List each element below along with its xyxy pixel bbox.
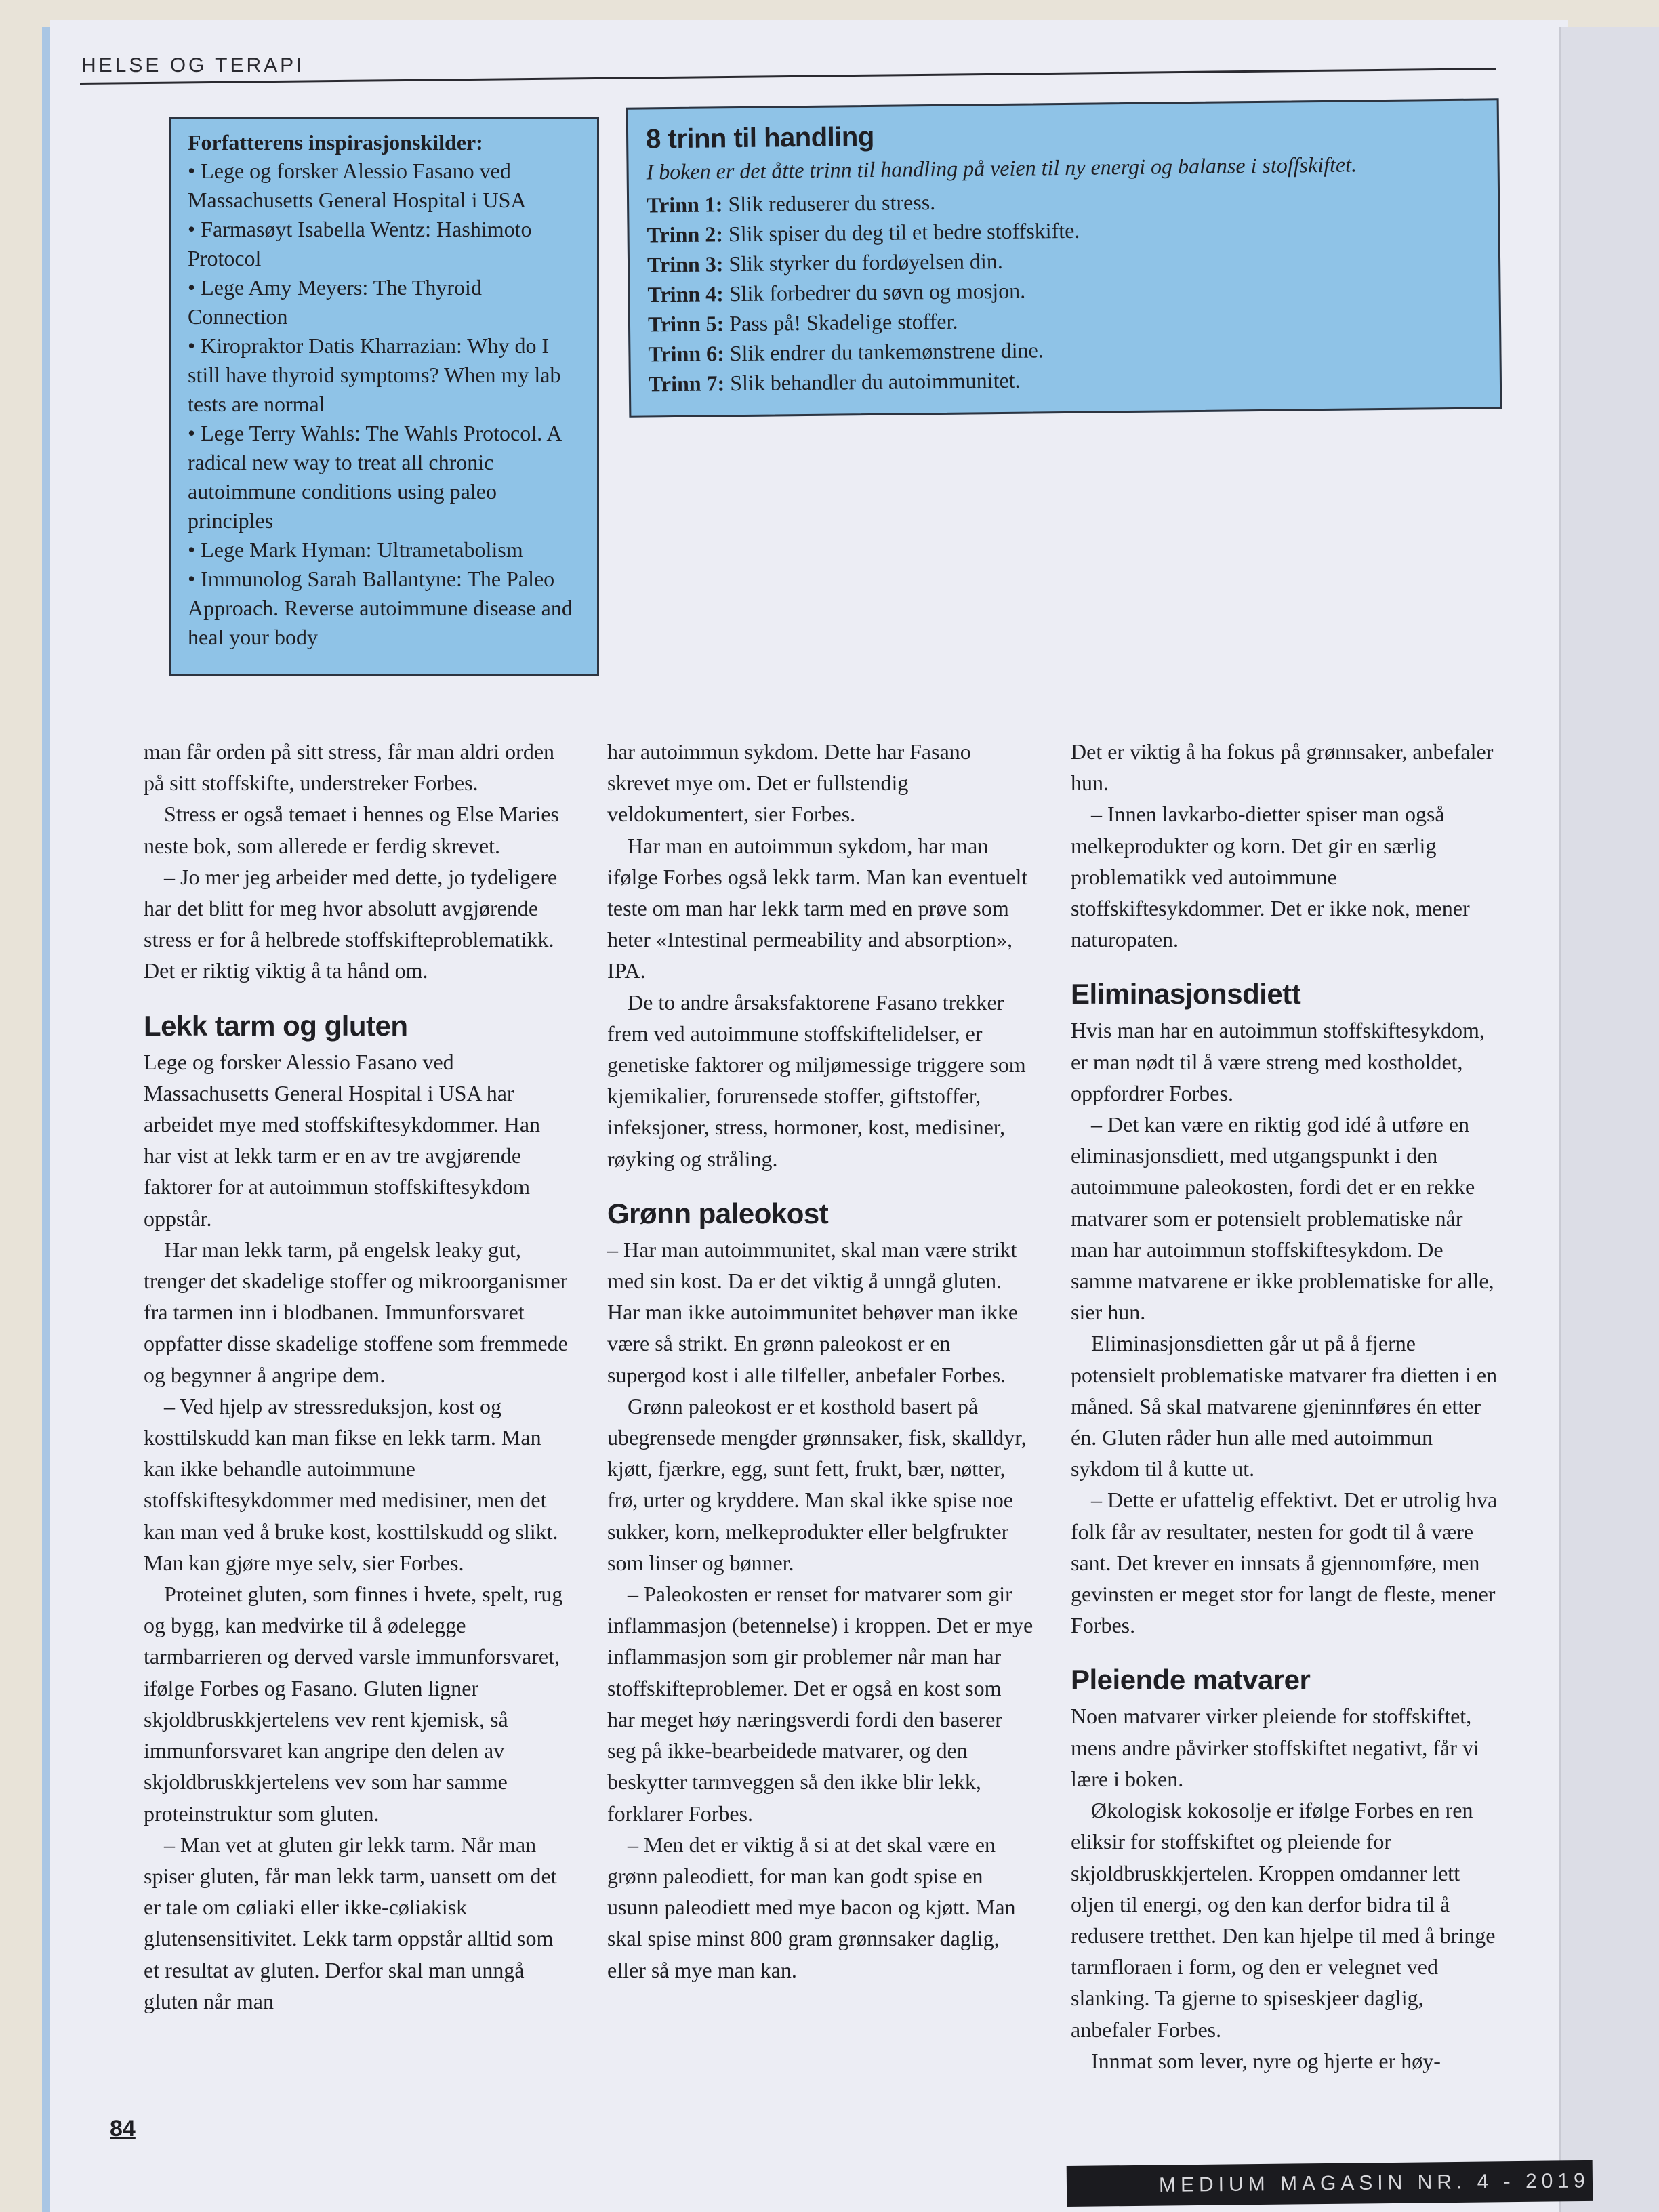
step-text: Slik reduserer du stress.: [722, 189, 936, 217]
paragraph: – Det kan være en riktig god idé å utføre en eliminasjonsdiett, med utgangspunkt i den autoimmune paleokosten, fordi det er en rekke matvarer som er potensielt problematiske når man har autoimmun stoffskiftesykdom. De samme matvarene er ikke problematiske for alle, sier hun.: [1071, 1112, 1494, 1325]
article-column-3: [1071, 736, 1498, 2076]
paragraph: – Men det er viktig å si at det skal være en grønn paleodiett, for man kan godt spise en usunn paleodiett med mye bacon og kjøtt. Man skal spise minst 800 gram grønnsaker daglig, eller så mye man kan.: [607, 1832, 1016, 1982]
step-label: Trinn 7:: [648, 371, 725, 396]
inspiration-item: • Lege Terry Wahls: The Wahls Protocol. A radical new way to treat all chronic autoimmune conditions using paleo principles: [188, 421, 561, 533]
paragraph: Stress er også temaet i hennes og Else Maries neste bok, som allerede er ferdig skrevet.: [144, 802, 559, 858]
steps-box: [626, 98, 1502, 417]
subheading: Grønn paleokost: [607, 1197, 829, 1229]
step-label: Trinn 1:: [646, 192, 723, 218]
paragraph: Innmat som lever, nyre og hjerte er høy-: [1091, 2048, 1441, 2073]
paragraph: Lege og forsker Alessio Fasano ved Massachusetts General Hospital i USA har arbeidet mye med stoffskiftesykdommer. Han har vist at lekk tarm er en av tre avgjørende faktorer for at autoimmun stoffskiftesykdom oppstår.: [144, 1049, 541, 1231]
paragraph: har autoimmun sykdom. Dette har Fasano skrevet mye om. Det er fullstendig veldokumentert, sier Forbes.: [607, 739, 971, 827]
step-text: Slik forbedrer du søvn og mosjon.: [723, 278, 1026, 306]
steps-intro: I boken er det åtte trinn til handling på veien til ny energi og balanse i stoffskiftet.: [646, 152, 1357, 184]
paragraph: – Har man autoimmunitet, skal man være strikt med sin kost. Da er det viktig å unngå gluten. Har man ikke autoimmunitet behøver man ikke være så strikt. En grønn paleokost er en supergod kost i alle tilfeller, anbefaler Forbes.: [607, 1237, 1019, 1387]
paragraph: Grønn paleokost er et kosthold basert på ubegrensede mengder grønnsaker, fisk, skalldyr, kjøtt, fjærkre, egg, sunt fett, frukt, bær, nøtter, frø, urter og kryddere. Man skal ikke spise noe sukker, korn, melkeprodukter eller belgfrukter som linser og bønner.: [607, 1393, 1027, 1575]
paragraph: man får orden på sitt stress, får man aldri orden på sitt stoffskifte, understreker Forbes.: [144, 739, 555, 796]
paragraph: Har man lekk tarm, på engelsk leaky gut, trenger det skadelige stoffer og mikroorganismer fra tarmen inn i blodbanen. Immunforsvaret oppfatter disse skadelige stoffene som fremmede og begynner å angripe dem.: [144, 1237, 568, 1387]
step-text: Slik spiser du deg til et bedre stoffskifte.: [722, 218, 1080, 247]
inspiration-heading: Forfatterens inspirasjonskilder:: [188, 130, 483, 155]
paragraph: – Ved hjelp av stressreduksjon, kost og kosttilskudd kan man fikse en lekk tarm. Man kan ikke behandle autoimmune stoffskiftesykdommer med medisiner, men det kan man ved å bruke kost, kosttilskudd og slikt. Man kan gjøre mye selv, sier Forbes.: [144, 1393, 558, 1575]
paragraph: Hvis man har en autoimmun stoffskiftesykdom, er man nødt til å være streng med kostholdet, oppfordrer Forbes.: [1071, 1018, 1485, 1105]
inspiration-item: • Immunolog Sarah Ballantyne: The Paleo Approach. Reverse autoimmune disease and heal your body: [188, 567, 573, 649]
inspiration-sources-box: [169, 117, 599, 676]
paragraph: Økologisk kokosolje er ifølge Forbes en ren eliksir for stoffskiftet og pleiende for skjoldbruskkjertelen. Kroppen omdanner lett oljen til energi, og den kan derfor bidra til å redusere tretthet. Den kan hjelpe til med å bringe tarmfloraen i form, og den er velegnet ved slanking. Ta gjerne to spiseskjeer daglig, anbefaler Forbes.: [1071, 1798, 1496, 2042]
inspiration-item: • Lege og forsker Alessio Fasano ved Massachusetts General Hospital i USA: [188, 159, 527, 212]
paragraph: – Paleokosten er renset for matvarer som gir inflammasjon (betennelse) i kroppen. Det er mye inflammasjon som gir problemer når man har stoffskifteproblemer. Det er også en kost som har meget høy næringsverdi fordi den baserer seg på ikke-bearbeidede matvarer, og den beskytter tarmveggen så den ikke blir lekk, forklarer Forbes.: [607, 1582, 1033, 1826]
step-text: Slik behandler du autoimmunitet.: [724, 367, 1021, 396]
article-column-2: [607, 736, 1034, 1986]
paragraph: Det er viktig å ha fokus på grønnsaker, anbefaler hun.: [1071, 739, 1494, 796]
paragraph: – Innen lavkarbo-dietter spiser man også melkeprodukter og korn. Det gir en særlig problematikk ved autoimmune stoffskiftesykdommer. Det er ikke nok, mener naturopaten.: [1071, 802, 1470, 952]
paragraph: De to andre årsaksfaktorene Fasano trekker frem ved autoimmune stoffskiftelidelser, er genetiske faktorer og miljømessige triggere som kjemikalier, forurensede stoffer, giftstoffer, infeksjoner, stress, hormoner, kost, medisiner, røyking og stråling.: [607, 989, 1026, 1171]
page-number: 84: [110, 2116, 136, 2142]
step-text: Pass på! Skadelige stoffer.: [724, 308, 958, 336]
magazine-issue: MEDIUM MAGASIN NR. 4 - 2019: [1158, 2169, 1590, 2196]
inspiration-item: • Lege Amy Meyers: The Thyroid Connection: [188, 275, 482, 329]
steps-title: 8 trinn til handling: [645, 121, 874, 155]
inspiration-item: • Kiropraktor Datis Kharrazian: Why do I still have thyroid symptoms? When my lab tests are normal: [188, 333, 561, 416]
step-label: Trinn 5:: [647, 311, 724, 337]
paragraph: Noen matvarer virker pleiende for stoffskiftet, mens andre påvirker stoffskiftet negativt, får vi lære i boken.: [1071, 1704, 1479, 1791]
paragraph: Proteinet gluten, som finnes i hvete, spelt, rug og bygg, kan medvirke til å ødelegge tarmbarrieren og derved varsle immunforsvaret, ifølge Forbes og Fasano. Gluten ligner skjoldbruskkjertelens vev rent kjemisk, så immunforsvaret kan angripe den delen av skjoldbruskkjertelens vev som har samme proteinstruktur som gluten.: [144, 1582, 563, 1826]
step-text: Slik endrer du tankemønstrene dine.: [724, 337, 1044, 366]
paragraph: Eliminasjonsdietten går ut på å fjerne potensielt problematiske matvarer fra dietten i en måned. Så skal matvarene gjeninnføres én etter én. Gluten råder hun alle med autoimmun sykdom til å kutte ut.: [1071, 1331, 1498, 1481]
paragraph: – Man vet at gluten gir lekk tarm. Når man spiser gluten, får man lekk tarm, uansett om det er tale om cøliaki eller ikke-cøliakisk glutensensitivitet. Lekk tarm oppstår alltid som et resultat av gluten. Derfor skal man unngå gluten når man: [144, 1832, 557, 2013]
subheading: Pleiende matvarer: [1071, 1664, 1311, 1696]
paragraph: Har man en autoimmun sykdom, har man ifølge Forbes også lekk tarm. Man kan eventuelt teste om man har lekk tarm med en prøve som heter «Intestinal permeability and absorption», IPA.: [607, 833, 1028, 983]
paragraph: – Dette er ufattelig effektivt. Det er utrolig hva folk får av resultater, nesten for godt til å være sant. Det krever en innsats å gjennomføre, men gevinsten er meget stor for langt de fleste, mener Forbes.: [1071, 1488, 1498, 1638]
step-label: Trinn 4:: [647, 281, 724, 307]
inspiration-item: • Farmasøyt Isabella Wentz: Hashimoto Protocol: [188, 217, 532, 270]
step-label: Trinn 6:: [648, 341, 724, 367]
step-label: Trinn 3:: [647, 251, 724, 277]
paragraph: – Jo mer jeg arbeider med dette, jo tydeligere har det blitt for meg hvor absolutt avgjørende stress er for å helbrede stoffskifteproblematikk. Det er riktig viktig å ta hånd om.: [144, 864, 558, 983]
subheading: Eliminasjonsdiett: [1071, 978, 1301, 1010]
step-text: Slik styrker du fordøyelsen din.: [723, 248, 1003, 276]
article-column-1: [144, 736, 571, 2017]
section-header: HELSE OG TERAPI: [81, 54, 305, 77]
inspiration-item: • Lege Mark Hyman: Ultrametabolism: [188, 537, 523, 562]
step-label: Trinn 2:: [647, 222, 724, 247]
facing-page-edge: [1559, 27, 1659, 2212]
subheading: Lekk tarm og gluten: [144, 1009, 408, 1042]
